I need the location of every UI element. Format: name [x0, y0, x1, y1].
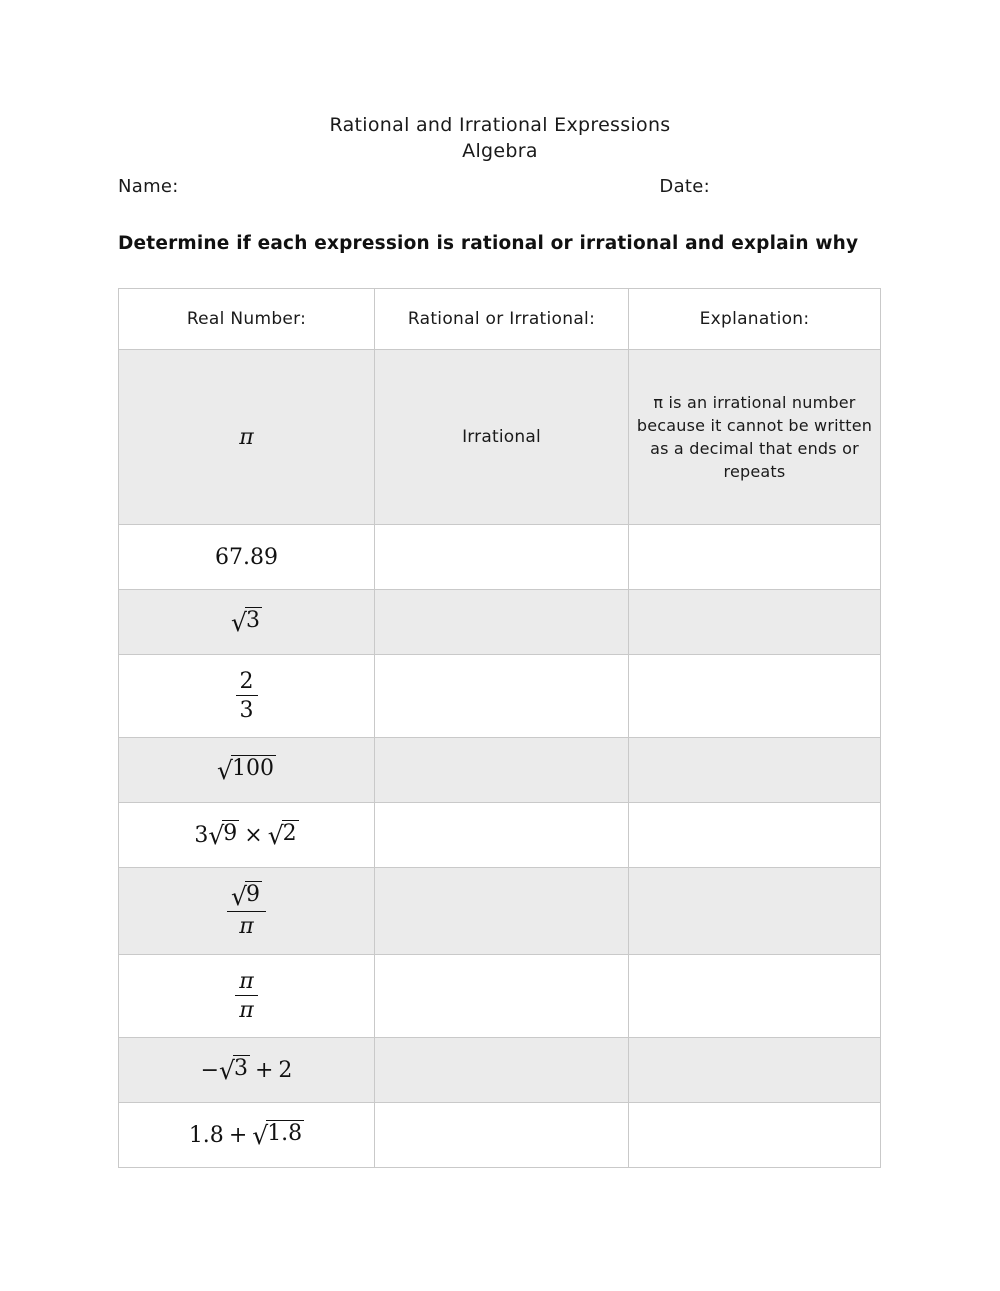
expression-cell — [119, 955, 375, 1038]
table-row — [119, 803, 881, 868]
answer-cell[interactable] — [375, 590, 629, 655]
fraction-expression — [236, 669, 258, 724]
radical-sign: √ — [267, 821, 284, 850]
answer-cell[interactable] — [375, 1103, 629, 1168]
column-header-rational-or-irrational: Rational or Irrational: — [375, 289, 629, 350]
radical-sign: √ — [217, 756, 233, 785]
name-label: Name: — [118, 176, 179, 197]
table-row — [119, 738, 881, 803]
coefficient: 3 — [194, 823, 209, 848]
radical-sign: √ — [231, 608, 247, 637]
answer-cell[interactable] — [375, 525, 629, 590]
fraction-denominator: π — [239, 998, 254, 1023]
expression-cell — [119, 655, 375, 738]
answer-cell[interactable] — [375, 655, 629, 738]
fraction-denominator: π — [239, 913, 254, 939]
answer-cell[interactable]: Irrational — [375, 350, 629, 525]
radicand: 9 — [245, 882, 260, 908]
answer-cell[interactable] — [375, 803, 629, 868]
answer-cell[interactable] — [375, 1038, 629, 1103]
negative-sign: − — [200, 1058, 220, 1083]
radicand: 3 — [245, 608, 260, 633]
fraction-numerator: 2 — [236, 669, 258, 696]
fraction-expression — [235, 969, 257, 1024]
answer-cell[interactable] — [375, 955, 629, 1038]
table-row — [119, 350, 881, 525]
explanation-cell[interactable] — [629, 955, 881, 1038]
instruction-text: Determine if each expression is rational or irrational and explain why — [118, 233, 859, 254]
table-row — [119, 955, 881, 1038]
square-root-expression — [217, 757, 276, 783]
answer-cell[interactable] — [375, 868, 629, 955]
table-row — [119, 655, 881, 738]
radicand: 2 — [282, 821, 297, 846]
answer-cell[interactable] — [375, 738, 629, 803]
radical-sign: √ — [252, 1121, 269, 1150]
explanation-cell[interactable] — [629, 1103, 881, 1168]
explanation-cell[interactable] — [629, 868, 881, 955]
expression-cell — [119, 868, 375, 955]
explanation-cell[interactable] — [629, 525, 881, 590]
explanation-cell[interactable] — [629, 655, 881, 738]
addition-operator: + — [228, 1123, 248, 1148]
date-label: Date: — [659, 176, 710, 197]
expression-cell — [119, 525, 375, 590]
decimal-number: 67.89 — [215, 544, 278, 570]
column-header-real-number: Real Number: — [119, 289, 375, 350]
addend: 2 — [278, 1058, 293, 1083]
fraction-numerator — [227, 883, 266, 911]
expression-cell — [119, 738, 375, 803]
explanation-cell[interactable] — [629, 1038, 881, 1103]
radicand: 9 — [223, 821, 238, 846]
worksheet-table-container — [0, 288, 1000, 1168]
square-root-expression — [231, 609, 262, 635]
explanation-cell[interactable] — [629, 590, 881, 655]
square-root-expression — [231, 882, 262, 912]
page-title: Rational and Irrational Expressions — [329, 114, 671, 136]
radical-sign: √ — [208, 821, 225, 850]
explanation-cell[interactable] — [629, 738, 881, 803]
explanation-cell[interactable]: π is an irrational number because it cannot be written as a decimal that ends or repeats — [629, 350, 881, 525]
leading-term: 1.8 — [188, 1123, 224, 1148]
radicand: 100 — [231, 756, 274, 781]
worksheet-table — [118, 288, 881, 1168]
document-header — [0, 0, 1000, 164]
expression-cell — [119, 590, 375, 655]
table-row — [119, 590, 881, 655]
square-root-expression-b — [268, 822, 299, 848]
page-subtitle: Algebra — [462, 140, 538, 162]
radicand: 3 — [233, 1056, 248, 1081]
explanation-cell[interactable] — [629, 803, 881, 868]
column-header-explanation: Explanation: — [629, 289, 881, 350]
expression-cell — [119, 350, 375, 525]
expression-cell — [119, 803, 375, 868]
table-row — [119, 868, 881, 955]
pi-symbol: π — [239, 424, 254, 450]
square-root-expression — [219, 1057, 250, 1083]
fraction-numerator: π — [235, 969, 257, 996]
radical-sign: √ — [219, 1056, 235, 1085]
radical-sign: √ — [231, 882, 247, 912]
fraction-expression — [227, 883, 266, 939]
radicand: 1.8 — [267, 1121, 303, 1146]
table-header-row — [119, 289, 881, 350]
expression-cell — [119, 1038, 375, 1103]
table-row — [119, 1103, 881, 1168]
table-row — [119, 1038, 881, 1103]
name-date-row — [0, 176, 1000, 197]
fraction-denominator: 3 — [239, 698, 254, 723]
square-root-expression-a — [208, 822, 239, 848]
expression-cell — [119, 1103, 375, 1168]
square-root-expression — [252, 1122, 304, 1148]
table-row — [119, 525, 881, 590]
multiplication-operator: × — [244, 823, 263, 848]
addition-operator: + — [254, 1058, 274, 1083]
